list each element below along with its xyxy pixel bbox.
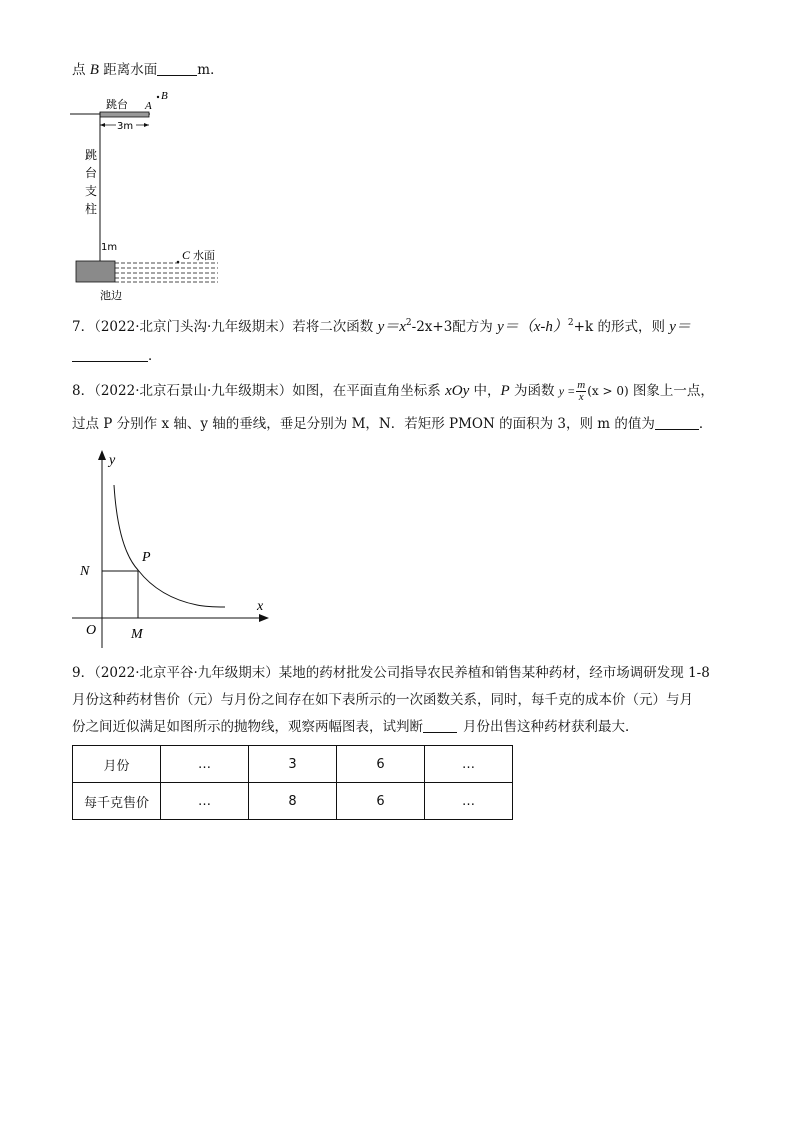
point-a-label: A bbox=[145, 100, 152, 112]
table-cell: 6 bbox=[337, 746, 425, 783]
table-cell: … bbox=[425, 746, 513, 783]
q9-line-1-text: 9．（2022·北京平谷·九年级期末）某地的药材批发公司指导农民养植和销售某种药材，经市场调研发现 1-8 bbox=[72, 665, 710, 681]
q7-answer-blank[interactable] bbox=[72, 347, 148, 362]
diving-figure bbox=[60, 85, 230, 305]
q7-end: ． bbox=[148, 348, 162, 364]
q7-expr-2-tail: +k bbox=[573, 319, 594, 335]
q8-end: ． bbox=[698, 416, 713, 432]
q8-line-2 bbox=[72, 414, 712, 434]
dim-3m-label: 3m bbox=[117, 121, 134, 132]
platform-board bbox=[100, 112, 149, 117]
table-cell: … bbox=[161, 783, 249, 820]
q8-function-graph bbox=[72, 448, 277, 648]
table-cell: … bbox=[161, 746, 249, 783]
q8-text-post: 图象上一点， bbox=[628, 383, 714, 399]
point-b-label: B bbox=[161, 90, 168, 102]
table-header-cell: 月份 bbox=[73, 746, 161, 783]
point-c-label: C bbox=[182, 248, 191, 262]
graph-x-label: x bbox=[257, 599, 264, 614]
q9-answer-blank[interactable] bbox=[423, 718, 457, 733]
q8-frac-den: x bbox=[578, 391, 584, 403]
price-table bbox=[72, 745, 513, 820]
point-b-dot bbox=[157, 96, 159, 98]
table-cell: 8 bbox=[249, 783, 337, 820]
q7-line-2 bbox=[72, 346, 162, 366]
q8-func-y: y = bbox=[558, 384, 576, 398]
q9-line-2 bbox=[72, 690, 693, 710]
q7-expr-1-tail: -2x+3 bbox=[411, 319, 453, 335]
q6-tail-line bbox=[72, 60, 224, 80]
graph-origin-label: O bbox=[86, 623, 97, 638]
q7-text-post: 的形式，则 bbox=[593, 319, 670, 335]
q9-line-3 bbox=[72, 717, 639, 737]
q6-answer-blank[interactable] bbox=[157, 61, 197, 76]
dim-1m-label: 1m bbox=[101, 242, 118, 253]
pool-side-block bbox=[76, 261, 115, 282]
water-label: 水面 bbox=[193, 249, 215, 262]
pillar-char-3: 支 bbox=[85, 184, 98, 198]
q8-line-1 bbox=[72, 380, 714, 403]
table-header-cell: 每千克售价 bbox=[73, 783, 161, 820]
pillar-char-4: 柱 bbox=[85, 202, 98, 216]
graph-p-label: P bbox=[142, 550, 151, 565]
q8-text-pre: 8．（2022·北京石景山·九年级期末）如图，在平面直角坐标系 bbox=[72, 383, 446, 399]
q7-line-1: 7．（2022·北京门头沟·九年级期末）若将二次函数 $y=x^2-2x+3$配方为 $y=(x-h)^2+k$ 的形式，则 y＝ bbox=[72, 318, 691, 335]
q8-frac-num: m bbox=[577, 379, 586, 391]
table-cell: 6 bbox=[337, 783, 425, 820]
graph-m-label: M bbox=[131, 627, 143, 642]
q7-text-mid: 配方为 bbox=[452, 319, 498, 335]
pillar-char-1: 跳 bbox=[85, 148, 98, 162]
table-row bbox=[73, 746, 513, 783]
point-c-dot bbox=[177, 261, 180, 264]
q8-text-mid2: 为函数 bbox=[509, 383, 559, 399]
q8-text-mid1: 中， bbox=[469, 383, 501, 399]
q8-point-p: P bbox=[500, 383, 510, 399]
q7-y-eq: y＝ bbox=[669, 319, 691, 335]
pool-side-label: 池边 bbox=[100, 289, 122, 302]
q6-var-b: B bbox=[89, 62, 99, 78]
q8-answer-blank[interactable] bbox=[655, 415, 699, 430]
q8-fraction bbox=[576, 380, 586, 403]
q6-text-mid: 距离水面 bbox=[98, 62, 158, 78]
table-cell: 3 bbox=[249, 746, 337, 783]
hyperbola-curve bbox=[114, 485, 225, 607]
q9-line-3-post: 月份出售这种药材获利最大． bbox=[463, 719, 639, 735]
q6-text-post: m． bbox=[197, 62, 224, 78]
q6-text-pre: 点 bbox=[72, 62, 90, 78]
pillar-char-2: 台 bbox=[85, 166, 98, 180]
table-row bbox=[73, 783, 513, 820]
q7-text-pre: 7．（2022·北京门头沟·九年级期末）若将二次函数 bbox=[72, 319, 378, 335]
platform-label: 跳台 bbox=[106, 98, 128, 111]
q9-line-2-text: 月份这种药材售价（元）与月份之间存在如下表所示的一次函数关系，同时，每千克的成本价（元）与月 bbox=[72, 692, 693, 708]
q8-line-2-text: 过点 P 分别作 x 轴、y 轴的垂线，垂足分别为 M，N．若矩形 PMON 的面积为 3，则 m 的值为 bbox=[72, 416, 655, 432]
table-cell: … bbox=[425, 783, 513, 820]
graph-y-label: y bbox=[109, 453, 116, 468]
q8-condition: (x > 0) bbox=[587, 384, 629, 398]
q9-line-3-pre: 份之间近似满足如图所示的抛物线，观察两幅图表，试判断 bbox=[72, 719, 423, 735]
graph-n-label: N bbox=[80, 564, 90, 579]
q7-expr-1: y＝x bbox=[377, 319, 406, 335]
q8-coord-system: xOy bbox=[445, 383, 470, 399]
q7-expr-2: y＝（x-h） bbox=[497, 319, 568, 335]
q9-line-1 bbox=[72, 663, 710, 683]
